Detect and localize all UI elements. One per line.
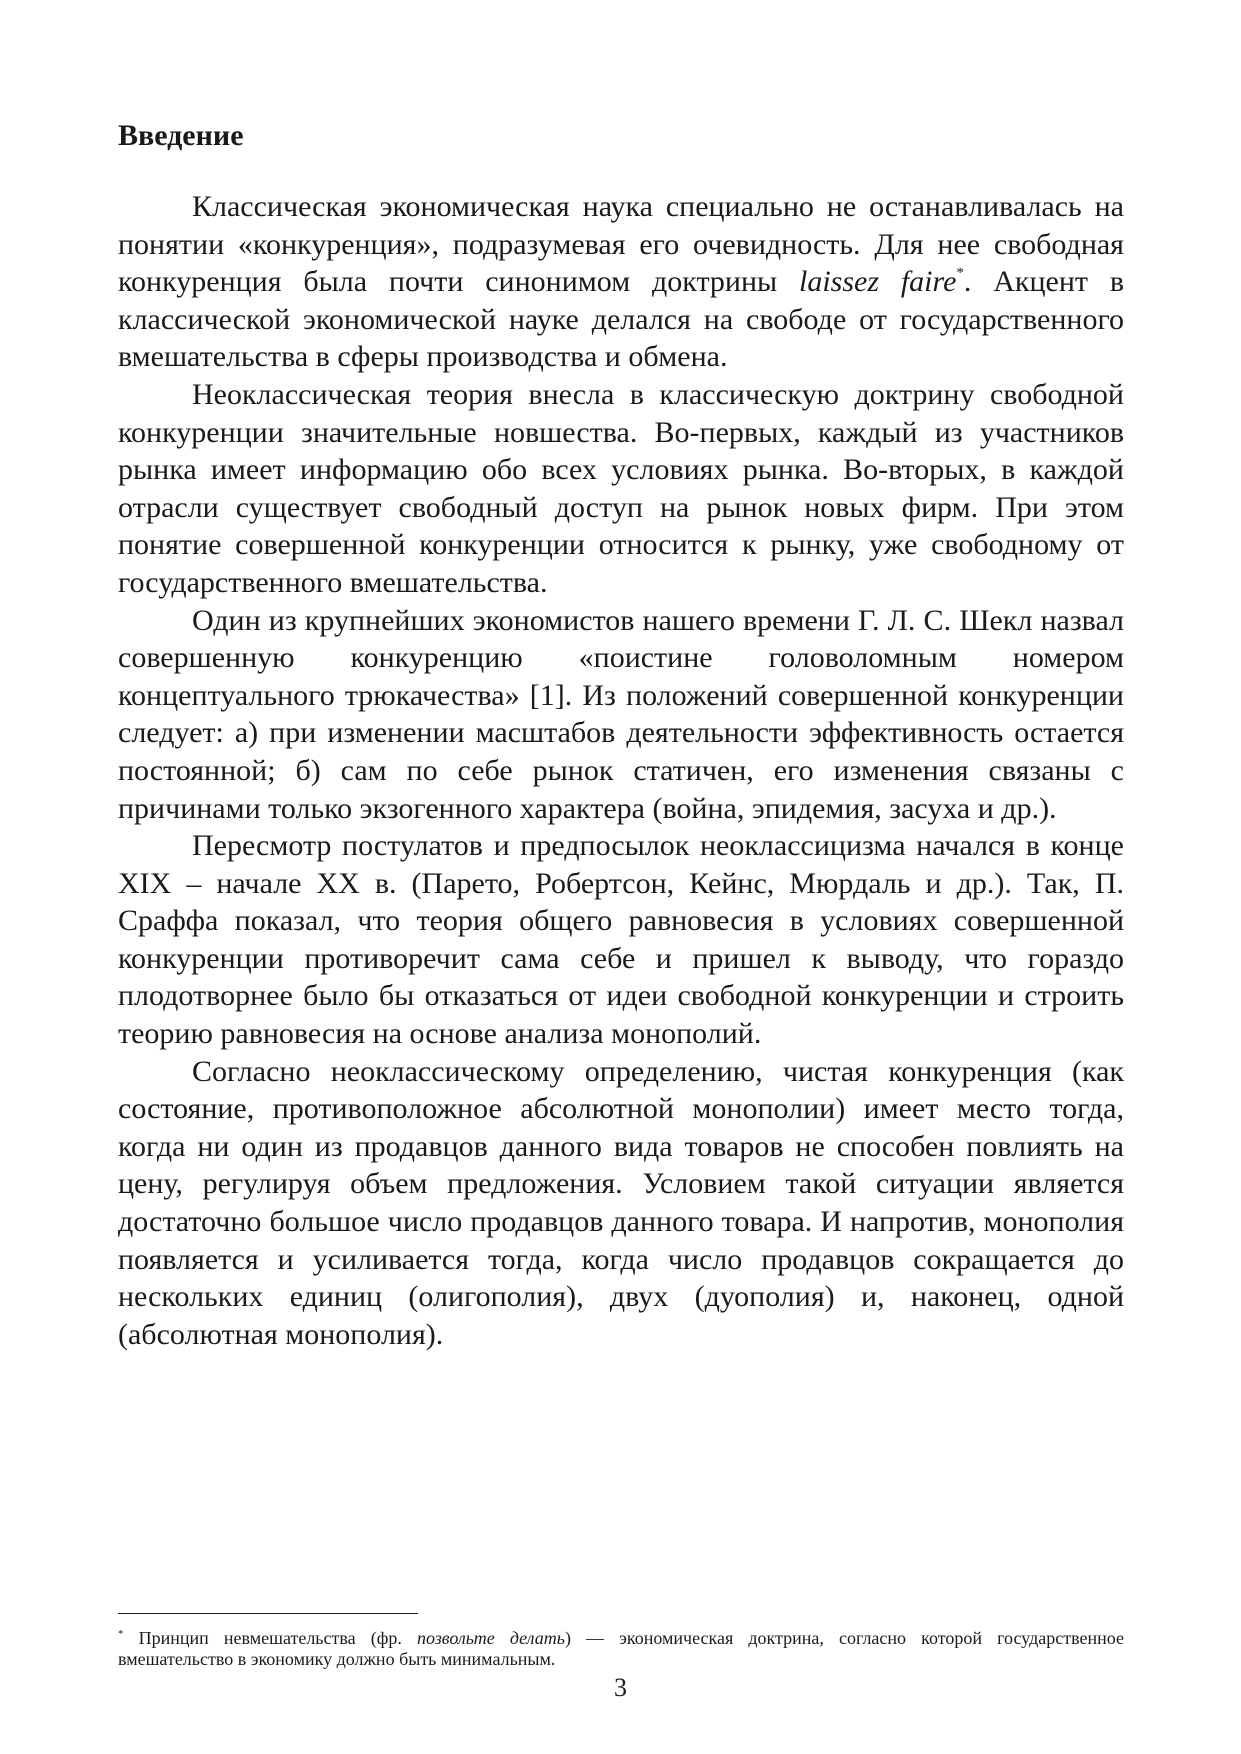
- footnote-text-end: ) — экономическая доктрина, согласно которой государственное вмешательство в экономику должно быть минимальным.: [118, 1628, 1124, 1669]
- footnote-reference: *: [956, 265, 964, 282]
- paragraph-4: Пересмотр постулатов и предпосылок неоклассицизма начался в конце XIX – начале XX в. (Парето, Робертсон, Кейнс, Мюрдаль и др.). Так, П. Сраффа показал, что теория общего равновесия в условиях совершенной конкуренции противоречит сама себе и пришел к выводу, что гораздо плодотворнее было бы отказаться от идеи свободной конкуренции и строить теорию равновесия на основе анализа монополий.: [118, 829, 1124, 1051]
- paragraph-1-text: Классическая экономическая наука специально не останавливалась на понятии «конкуренция», подразумевая его очевидность. Для нее свободная конкуренция была почти синонимом доктрины: [118, 190, 1124, 299]
- footnote: [118, 1628, 1124, 1670]
- footnote-translation: позвольте делать: [417, 1628, 565, 1648]
- section-heading: Введение: [118, 119, 244, 152]
- paragraph-5: Согласно неоклассическому определению, чистая конкуренция (как состояние, противоположное абсолютной монополии) имеет место тогда, когда ни один из продавцов данного вида товаров не способен повлиять на цену, регулируя объем предложения. Условием такой ситуации является достаточно большое число продавцов данного товара. И напротив, монополия появляется и усиливается тогда, когда число продавцов сокращается до нескольких единиц (олигополия), двух (дуополия) и, наконец, одной (абсолютная монополия).: [118, 1054, 1124, 1351]
- paragraph-1-text-end: . Акцент в классической экономической науке делался на свободе от государственного вмешательства в сферы производства и обмена.: [118, 265, 1124, 374]
- footnote-text: Принцип невмешательства (фр.: [123, 1628, 417, 1648]
- page-number: 3: [614, 1673, 627, 1702]
- page-content: [118, 118, 1124, 1353]
- paragraph-3: Один из крупнейших экономистов нашего времени Г. Л. С. Шекл назвал совершенную конкуренцию «поистине головоломным номером концептуального трюкачества» [1]. Из положений совершенной конкуренции следует: а) при изменении масштабов деятельности эффективность остается постоянной; б) сам по себе рынок статичен, его изменения связаны с причинами только экзогенного характера (война, эпидемия, засуха и др.).: [118, 603, 1124, 825]
- footnote-divider: [118, 1613, 418, 1614]
- body-text: [118, 188, 1124, 1353]
- paragraph-1: [118, 188, 1124, 376]
- latin-term: laissez faire: [799, 265, 957, 299]
- footnote-marker: *: [118, 1628, 124, 1640]
- paragraph-2: Неоклассическая теория внесла в классическую доктрину свободной конкуренции значительные новшества. Во-первых, каждый из участников рынка имеет информацию обо всех условиях рынка. Во-вторых, в каждой отрасли существует свободный доступ на рынок новых фирм. При этом понятие совершенной конкуренции относится к рынку, уже свободному от государственного вмешательства.: [118, 377, 1124, 599]
